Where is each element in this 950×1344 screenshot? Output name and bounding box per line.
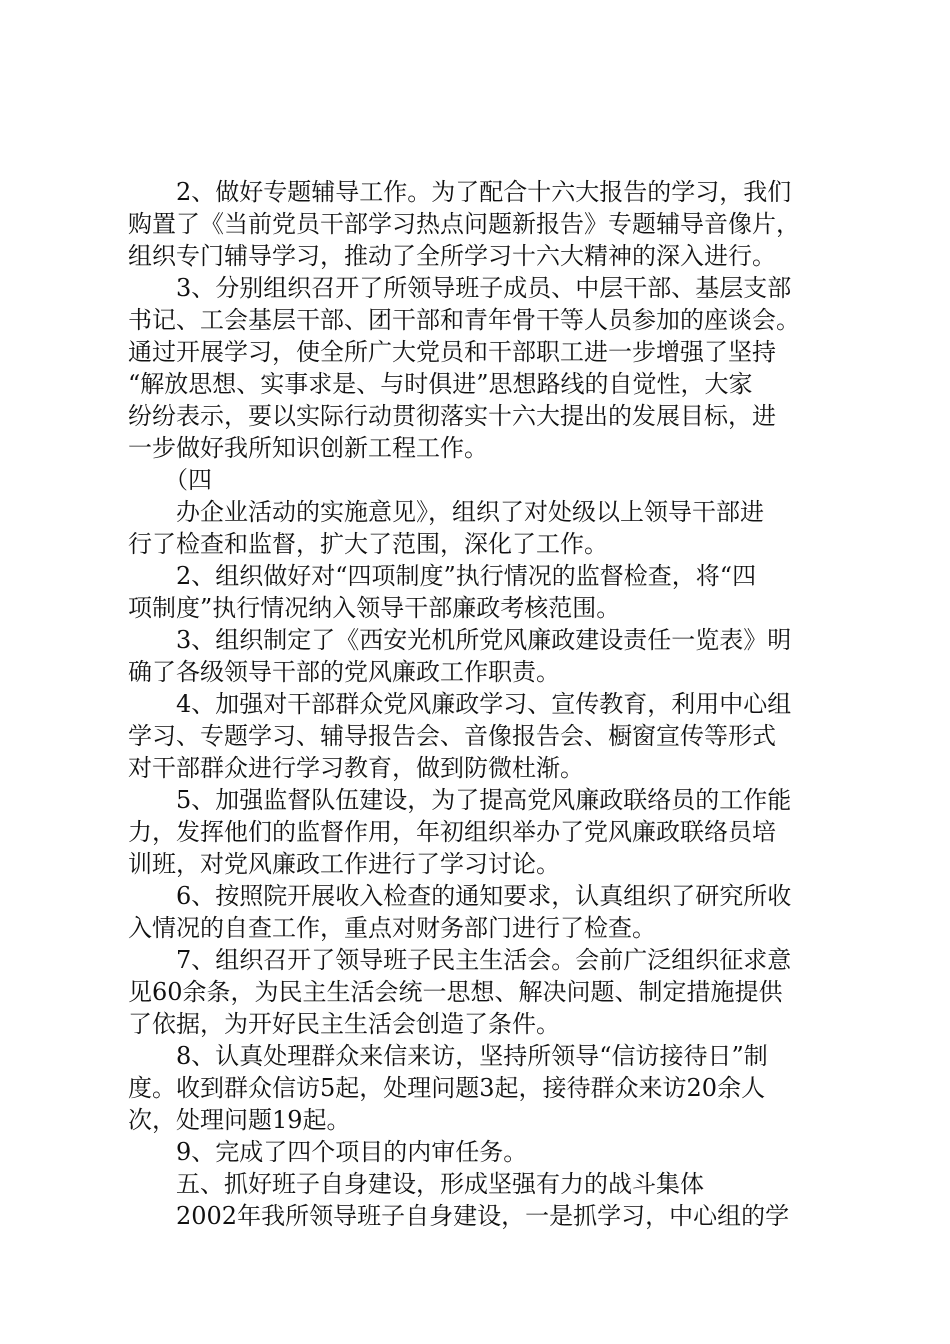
text-line: 购置了《当前党员干部学习热点问题新报告》专题辅导音像片，: [128, 210, 800, 238]
text-line: 训班，对党风廉政工作进行了学习讨论。: [128, 850, 560, 878]
text-line: 行了检查和监督，扩大了范围，深化了工作。: [128, 530, 608, 558]
text-line: 5、加强监督队伍建设，为了提高党风廉政联络员的工作能: [128, 786, 792, 814]
text-line: 3、组织制定了《西安光机所党风廉政建设责任一览表》明: [128, 626, 792, 654]
text-line: （四: [128, 466, 212, 494]
text-line: 6、按照院开展收入检查的通知要求，认真组织了研究所收: [128, 882, 792, 910]
text-line: 书记、工会基层干部、团干部和青年骨干等人员参加的座谈会。: [128, 306, 800, 334]
text-line: 了依据，为开好民主生活会创造了条件。: [128, 1010, 560, 1038]
text-line: 7、组织召开了领导班子民主生活会。会前广泛组织征求意: [128, 946, 792, 974]
text-line: 9、完成了四个项目的内审任务。: [128, 1138, 528, 1166]
text-line: 组织专门辅导学习，推动了全所学习十六大精神的深入进行。: [128, 242, 776, 270]
text-line: 见60余条，为民主生活会统一思想、解决问题、制定措施提供: [128, 978, 783, 1006]
text-line: 确了各级领导干部的党风廉政工作职责。: [128, 658, 560, 686]
text-line: 纷纷表示，要以实际行动贯彻落实十六大提出的发展目标，进: [128, 402, 776, 430]
text-line: 8、认真处理群众来信来访，坚持所领导“信访接待日”制: [128, 1042, 768, 1070]
text-line: 度。收到群众信访5起，处理问题3起，接待群众来访20余人: [128, 1074, 766, 1102]
text-line: 五、抓好班子自身建设，形成坚强有力的战斗集体: [128, 1170, 704, 1198]
text-line: 2、组织做好对“四项制度”执行情况的监督检查，将“四: [128, 562, 757, 590]
text-line: 2、做好专题辅导工作。为了配合十六大报告的学习，我们: [128, 178, 792, 206]
text-line: 通过开展学习，使全所广大党员和干部职工进一步增强了坚持: [128, 338, 776, 366]
text-line: 入情况的自查工作，重点对财务部门进行了检查。: [128, 914, 656, 942]
text-line: 学习、专题学习、辅导报告会、音像报告会、橱窗宣传等形式: [128, 722, 776, 750]
text-line: 次，处理问题19起。: [128, 1106, 351, 1134]
text-line: 3、分别组织召开了所领导班子成员、中层干部、基层支部: [128, 274, 792, 302]
text-line: 项制度”执行情况纳入领导干部廉政考核范围。: [128, 594, 621, 622]
text-line: 2002年我所领导班子自身建设，一是抓学习，中心组的学: [128, 1202, 790, 1230]
text-line: 办企业活动的实施意见》，组织了对处级以上领导干部进: [128, 498, 764, 526]
text-line: 一步做好我所知识创新工程工作。: [128, 434, 488, 462]
text-line: 4、加强对干部群众党风廉政学习、宣传教育，利用中心组: [128, 690, 792, 718]
text-line: 力，发挥他们的监督作用，年初组织举办了党风廉政联络员培: [128, 818, 776, 846]
text-line: 对干部群众进行学习教育，做到防微杜渐。: [128, 754, 584, 782]
text-line: “解放思想、实事求是、与时俱进”思想路线的自觉性，大家: [128, 370, 753, 398]
